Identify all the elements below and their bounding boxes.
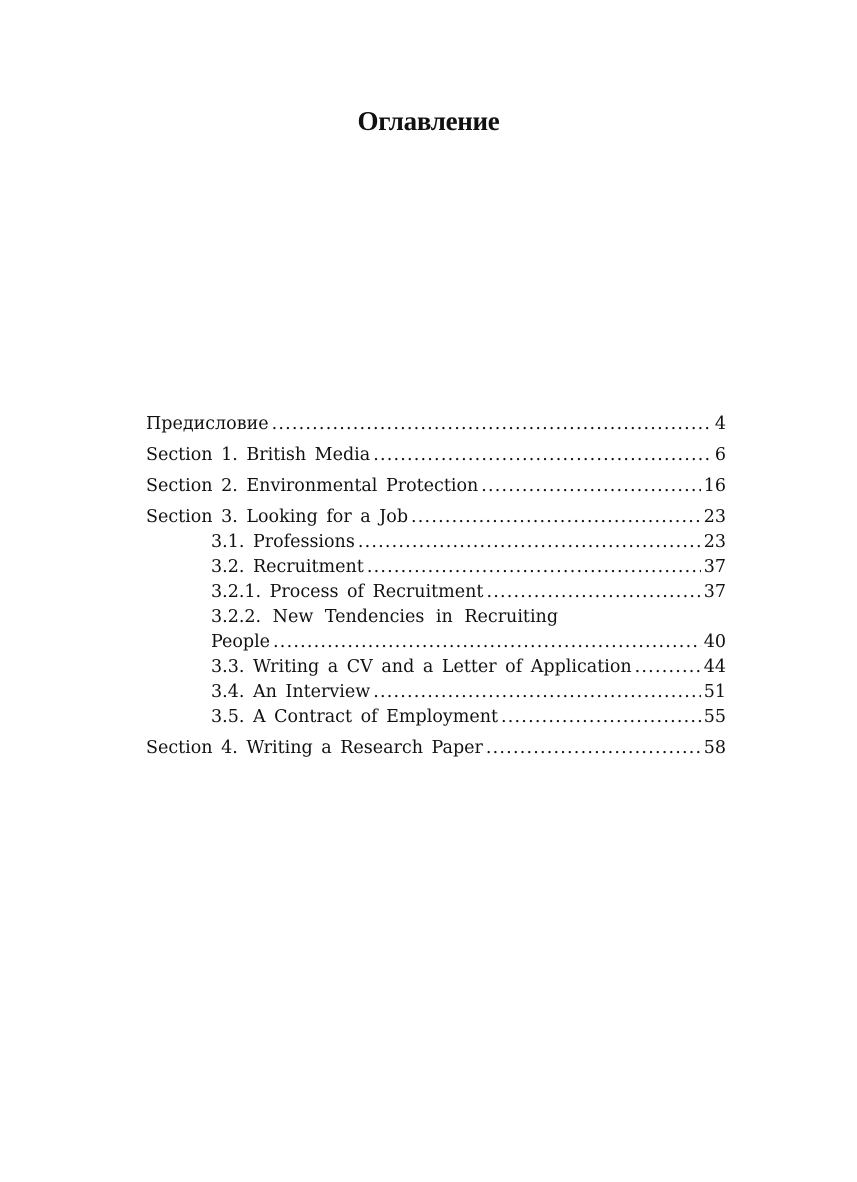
- toc-entry-label: 3.2. Recruitment: [211, 557, 364, 577]
- toc-entry-label: Section 1. British Media: [146, 445, 371, 465]
- toc-entry-label: Section 3. Looking for a Job: [146, 507, 409, 527]
- toc-entry-label: Предисловие: [146, 414, 269, 434]
- dot-leader: [486, 736, 701, 761]
- toc-entry-label: 3.1. Professions: [211, 532, 355, 552]
- dot-leader: [358, 530, 701, 555]
- toc-entry-section-2[interactable]: [146, 474, 726, 499]
- toc-entry-preface[interactable]: [146, 412, 726, 437]
- dot-leader: [272, 412, 712, 437]
- dot-leader: [635, 655, 701, 680]
- toc-page-number: 37: [703, 582, 726, 602]
- toc-page-number: 4: [714, 414, 726, 434]
- toc-entry-3-2[interactable]: [146, 555, 726, 580]
- toc-page-number: 23: [703, 532, 726, 552]
- toc-page-number: 55: [703, 707, 726, 727]
- dot-leader: [367, 555, 701, 580]
- toc-entry-label: Section 2. Environmental Protection: [146, 476, 479, 496]
- dot-leader: [501, 705, 701, 730]
- page-title: Оглавление: [357, 106, 500, 136]
- toc-entry-section-4[interactable]: [146, 736, 726, 761]
- toc-page-number: 16: [703, 476, 726, 496]
- dot-leader: [373, 443, 712, 468]
- toc-page-number: 44: [703, 657, 726, 677]
- toc-page-number: 23: [703, 507, 726, 527]
- dot-leader: [481, 474, 700, 499]
- toc-entry-3-2-1[interactable]: [146, 580, 726, 605]
- toc-entry-label: 3.2.1. Process of Recruitment: [211, 582, 484, 602]
- toc-page-number: 58: [703, 738, 726, 758]
- toc-page-number: 51: [703, 682, 726, 702]
- toc-entry-label: Section 4. Writing a Research Paper: [146, 738, 483, 758]
- toc-page-number: 40: [703, 632, 726, 652]
- toc-entry-section-3[interactable]: [146, 505, 726, 530]
- toc-entry-3-5[interactable]: [146, 705, 726, 730]
- toc-page-number: 6: [714, 445, 726, 465]
- toc-entry-3-2-2-line-1[interactable]: [146, 605, 726, 630]
- toc-entry-3-1[interactable]: [146, 530, 726, 555]
- dot-leader: [486, 580, 700, 605]
- toc-entry-label: 3.2.2. New Tendencies in Recruiting: [211, 607, 559, 627]
- toc-entry-label: 3.4. An Interview: [211, 682, 371, 702]
- toc-page-number: 37: [703, 557, 726, 577]
- toc-entry-label: 3.3. Writing a CV and a Letter of Application: [211, 657, 632, 677]
- table-of-contents: [146, 412, 726, 761]
- toc-entry-label: People: [211, 632, 271, 652]
- toc-entry-3-4[interactable]: [146, 680, 726, 705]
- dot-leader: [411, 505, 701, 530]
- toc-entry-3-2-2-line-2[interactable]: [146, 630, 726, 655]
- toc-entry-3-3[interactable]: [146, 655, 726, 680]
- dot-leader: [273, 630, 701, 655]
- toc-entry-label: 3.5. A Contract of Employment: [211, 707, 499, 727]
- dot-leader: [373, 680, 701, 705]
- toc-entry-section-1[interactable]: [146, 443, 726, 468]
